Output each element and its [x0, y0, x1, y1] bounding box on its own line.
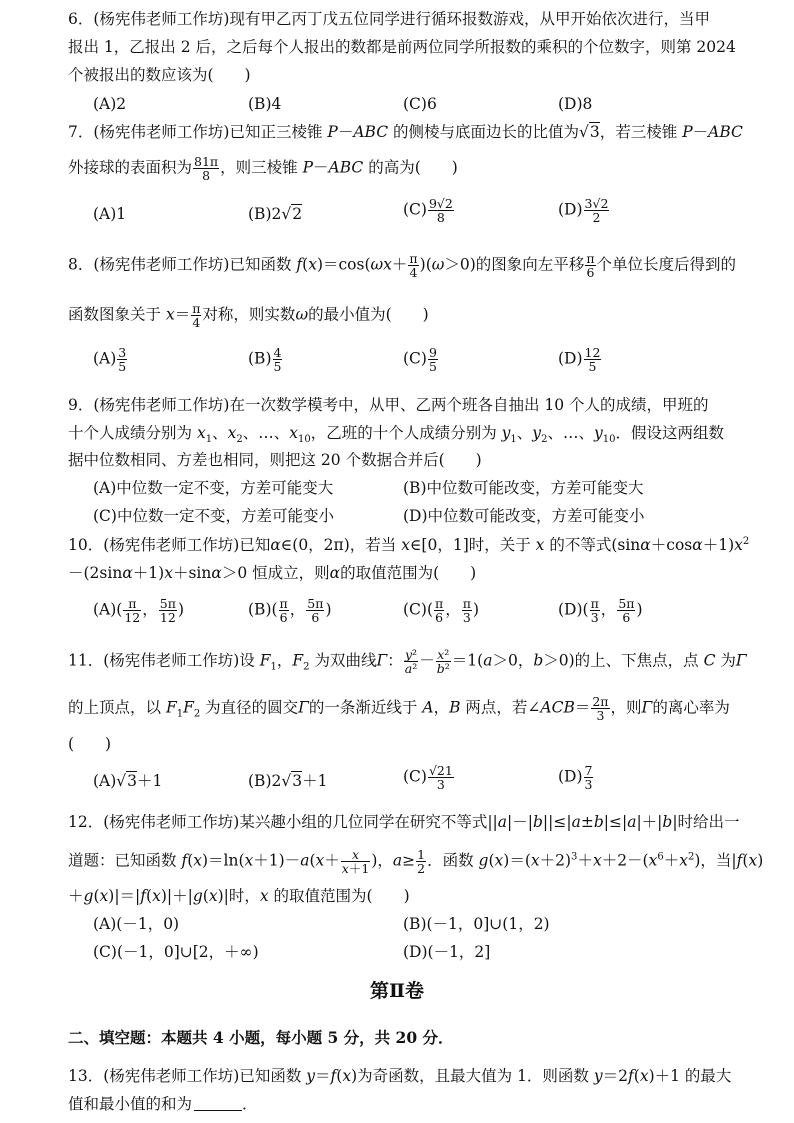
q9-line1: 9．(杨宪伟老师工作坊)在一次数学模考中，从甲、乙两个班各自抽出 10 个人的成绩，甲班的	[68, 396, 709, 414]
q10-line1: 10．(杨宪伟老师工作坊)已知α∈(0，2π)，若当 x∈[0，1]时，关于 x 的不等式$(\sin\alpha+\cos\alpha+1)x^2$	[68, 536, 750, 555]
q7-option-d: (D) $\frac{3√2}{2}$	[558, 196, 609, 226]
q10-line2: －(2sinα＋1)x＋sinα＞0 恒成立，则α的取值范围为( )	[68, 564, 477, 582]
q11-line1: 11．(杨宪伟老师工作坊)设 $F_1$，$F_2$ 为双曲线Γ： $\frac{\text{y²}}{\text{a²}}$ － $\frac{\text{x²}}{\text{b²}}$ ＝1(a＞0，b＞0)的上、下焦点，点 C 为Γ	[68, 647, 747, 677]
q6-option-b: (B)4	[248, 95, 282, 113]
q12-option-a: (A)(－1，0)	[93, 915, 180, 933]
q12-line2: 道题：已知函数 f(x)＝ln(x＋1)－a(x＋ $\frac{x}{x+1}$ )，a≥ $\frac{1}{2}$ ．函数 $g(x)=(x+2)^3+x+2-(x^6+x^2)$，当|f(x)	[68, 847, 764, 877]
q10-option-b: (B)( $\frac{\pi}{6}$ ， $\frac{5\pi}{6}$ )	[248, 596, 332, 626]
q9-option-c: (C)中位数一定不变，方差可能变小	[93, 507, 334, 525]
part2-heading: 二、填空题：本题共 4 小题，每小题 5 分，共 20 分．	[68, 1028, 454, 1047]
q6-option-d: (D)8	[558, 95, 593, 113]
q12-line1: 12．(杨宪伟老师工作坊)某兴趣小组的几位同学在研究不等式||a|－|b||≤|a±b|≤|a|＋|b|时给出一	[68, 813, 740, 831]
q13-line1: 13．(杨宪伟老师工作坊)已知函数 y＝f(x)为奇函数，且最大值为 1．则函数 y＝2f(x)＋1 的最大	[68, 1067, 732, 1085]
q7-line2: 外接球的表面积为 $\frac{81\pi}{8}$ ，则三棱锥 P－ABC 的高为( )	[68, 154, 458, 184]
q13-line2: 值和最小值的和为 ．	[68, 1095, 258, 1113]
q7-option-a: (A)1	[93, 205, 127, 223]
q11-option-c: (C) $\frac{√21}{3}$	[403, 763, 453, 793]
section-title: 第Ⅱ卷	[369, 980, 424, 1002]
q8-option-d: (D) $\frac{12}{5}$	[558, 345, 601, 375]
q11-line2: 的上顶点，以 $F_1F_2$ 为直径的圆交Γ的一条渐近线于 A，B 两点，若∠ACB＝ $\frac{2\pi}{3}$ ，则Γ的离心率为	[68, 694, 730, 724]
q9-line2: 十个人成绩分别为 $x_1$、$x_2$、…、$x_{10}$，乙班的十个人成绩分别为 $y_1$、$y_2$、…、$y_{10}$．假设这两组数	[68, 424, 724, 446]
q11-option-a: (A)√3＋1	[93, 772, 163, 790]
q11-option-b: (B)2√3＋1	[248, 772, 328, 790]
q11-option-d: (D) $\frac{7}{3}$	[558, 763, 593, 793]
q9-option-a: (A)中位数一定不变，方差可能变大	[93, 479, 334, 497]
q9-option-b: (B)中位数可能改变，方差可能变大	[403, 479, 644, 497]
q9-option-d: (D)中位数可能改变，方差可能变小	[403, 507, 645, 525]
q10-option-c: (C)( $\frac{\pi}{6}$ ， $\frac{\pi}{3}$ )	[403, 596, 480, 626]
q12-line3: ＋g(x)|＝|f(x)|＋|g(x)|时，x 的取值范围为( )	[68, 887, 410, 905]
q7-option-c: (C) $\frac{9√2}{8}$	[403, 196, 453, 226]
q6-line1: 6．(杨宪伟老师工作坊)现有甲乙丙丁戊五位同学进行循环报数游戏，从甲开始依次进行，当甲	[68, 10, 710, 28]
q8-line1: 8．(杨宪伟老师工作坊)已知函数 f(x)＝cos(ωx＋ $\frac{\pi}{4}$ )(ω＞0)的图象向左平移 $\frac{\pi}{6}$ 个单位长度后得到的	[68, 251, 737, 281]
q10-option-d: (D)( $\frac{\pi}{3}$ ， $\frac{5\pi}{6}$ )	[558, 596, 643, 626]
q7-line1: 7．(杨宪伟老师工作坊)已知正三棱锥 P－ABC 的侧棱与底面边长的比值为√3，若三棱锥 P－ABC	[68, 123, 743, 141]
q6-line2: 报出 1，乙报出 2 后，之后每个人报出的数都是前两位同学所报数的乘积的个位数字，则第 2024	[68, 38, 736, 56]
q10-option-a: (A)( $\frac{\pi}{12}$ ， $\frac{5\pi}{12}$ )	[93, 596, 184, 626]
q12-option-c: (C)(－1，0]∪[2，＋∞)	[93, 943, 259, 961]
q8-option-a: (A) $\frac{3}{5}$	[93, 345, 127, 375]
answer-blank[interactable]	[194, 1110, 242, 1111]
q8-line2: 函数图象关于 x＝ $\frac{\pi}{4}$ 对称，则实数ω的最小值为( )	[68, 301, 429, 331]
q6-line3: 个被报出的数应该为( )	[68, 66, 251, 84]
q12-option-b: (B)(－1，0]∪(1，2)	[403, 915, 550, 933]
q8-option-b: (B) $\frac{4}{5}$	[248, 345, 282, 375]
q6-option-a: (A)2	[93, 95, 127, 113]
q11-line3: ( )	[68, 735, 112, 753]
q6-option-c: (C)6	[403, 95, 437, 113]
q8-option-c: (C) $\frac{9}{5}$	[403, 345, 437, 375]
q12-option-d: (D)(－1，2]	[403, 943, 491, 961]
q7-option-b: (B)2√2	[248, 205, 303, 223]
q9-line3: 据中位数相同、方差也相同，则把这 20 个数据合并后( )	[68, 451, 482, 469]
